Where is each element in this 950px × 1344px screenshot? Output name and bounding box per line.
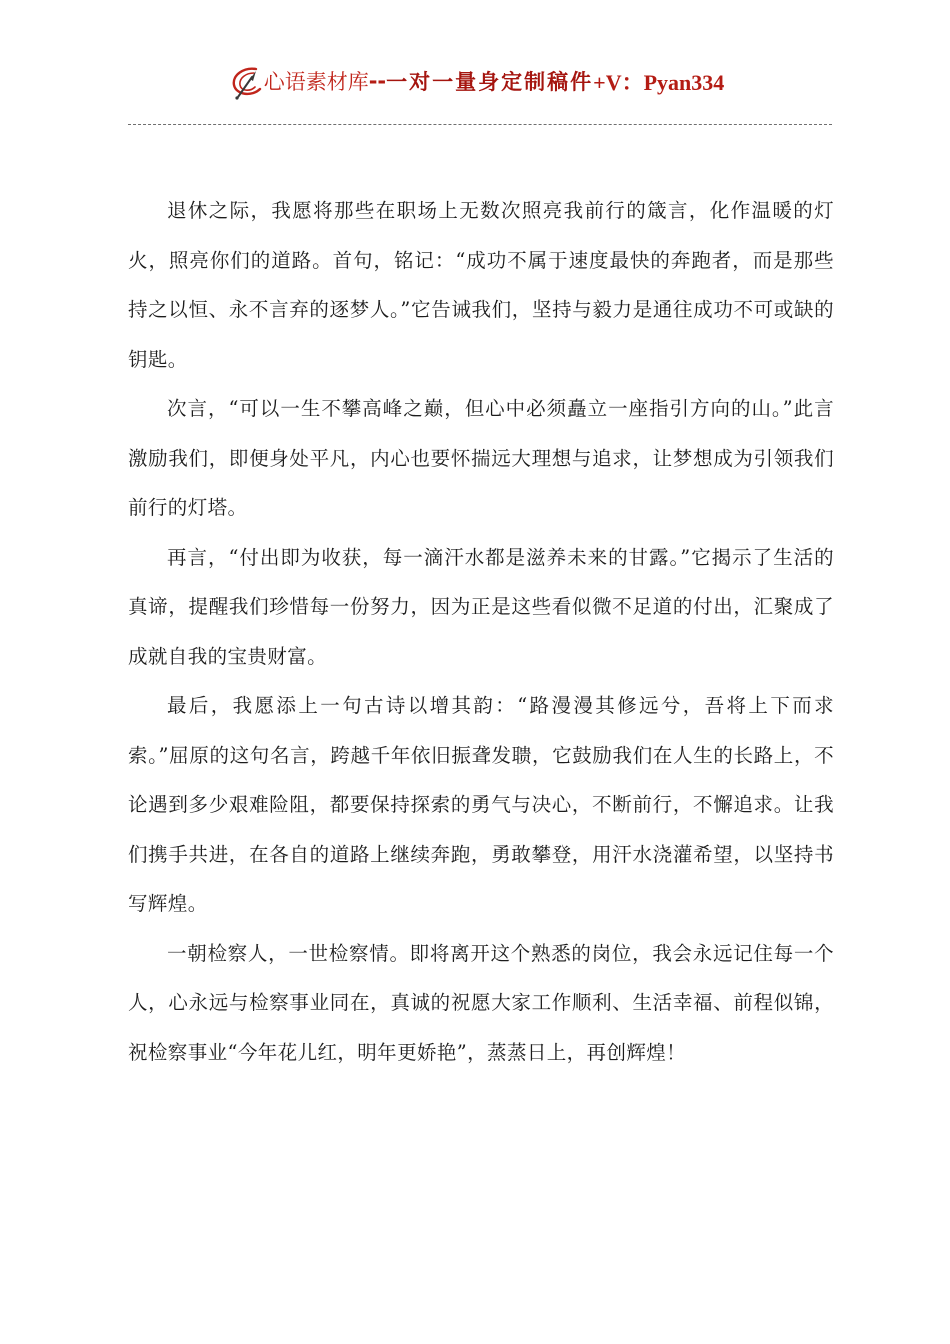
document-body [128, 186, 834, 1077]
brand-name: 心语素材库 [263, 70, 369, 94]
paragraph: 再言，“付出即为收获，每一滴汗水都是滋养未来的甘露。”它揭示了生活的真谛，提醒我们珍惜每一份努力，因为正是这些看似微不足道的付出，汇聚成了成就自我的宝贵财富。 [128, 545, 834, 668]
paragraph: 次言，“可以一生不攀高峰之巅，但心中必须矗立一座指引方向的山。”此言激励我们，即便身处平凡，内心也要怀揣远大理想与追求，让梦想成为引领我们前行的灯塔。 [128, 397, 834, 519]
quill-pen-swirl-logo-icon [226, 63, 270, 103]
header-banner [226, 61, 725, 101]
page-header [0, 58, 950, 104]
paragraph: 退休之际，我愿将那些在职场上无数次照亮我前行的箴言，化作温暖的灯火，照亮你们的道路。首句，铭记：“成功不属于速度最快的奔跑者，而是那些持之以恒、永不言弃的逐梦人。”它告诫我们，坚持与毅力是通往成功不可或缺的钥匙。 [128, 199, 834, 371]
paragraph: 一朝检察人，一世检察情。即将离开这个熟悉的岗位，我会永远记住每一个人，心永远与检察事业同在，真诚的祝愿大家工作顺利、生活幸福、前程似锦，祝检察事业“今年花儿红，明年更娇艳”，蒸蒸日上，再创辉煌！ [128, 941, 834, 1064]
header-slogan: 一对一量身定制稿件 [386, 69, 594, 94]
header-divider [128, 124, 832, 125]
paragraph: 最后，我愿添上一句古诗以增其韵：“路漫漫其修远兮，吾将上下而求索。”屈原的这句名言，跨越千年依旧振聋发聩，它鼓励我们在人生的长路上，不论遇到多少艰难险阻，都要保持探索的勇气与决心，不断前行，不懈追求。让我们携手共进，在各自的道路上继续奔跑，勇敢攀登，用汗水浇灌希望，以坚持书写辉煌。 [128, 694, 834, 915]
header-contact: +V：Pyan334 [593, 69, 725, 95]
header-separator: -- [368, 69, 387, 93]
